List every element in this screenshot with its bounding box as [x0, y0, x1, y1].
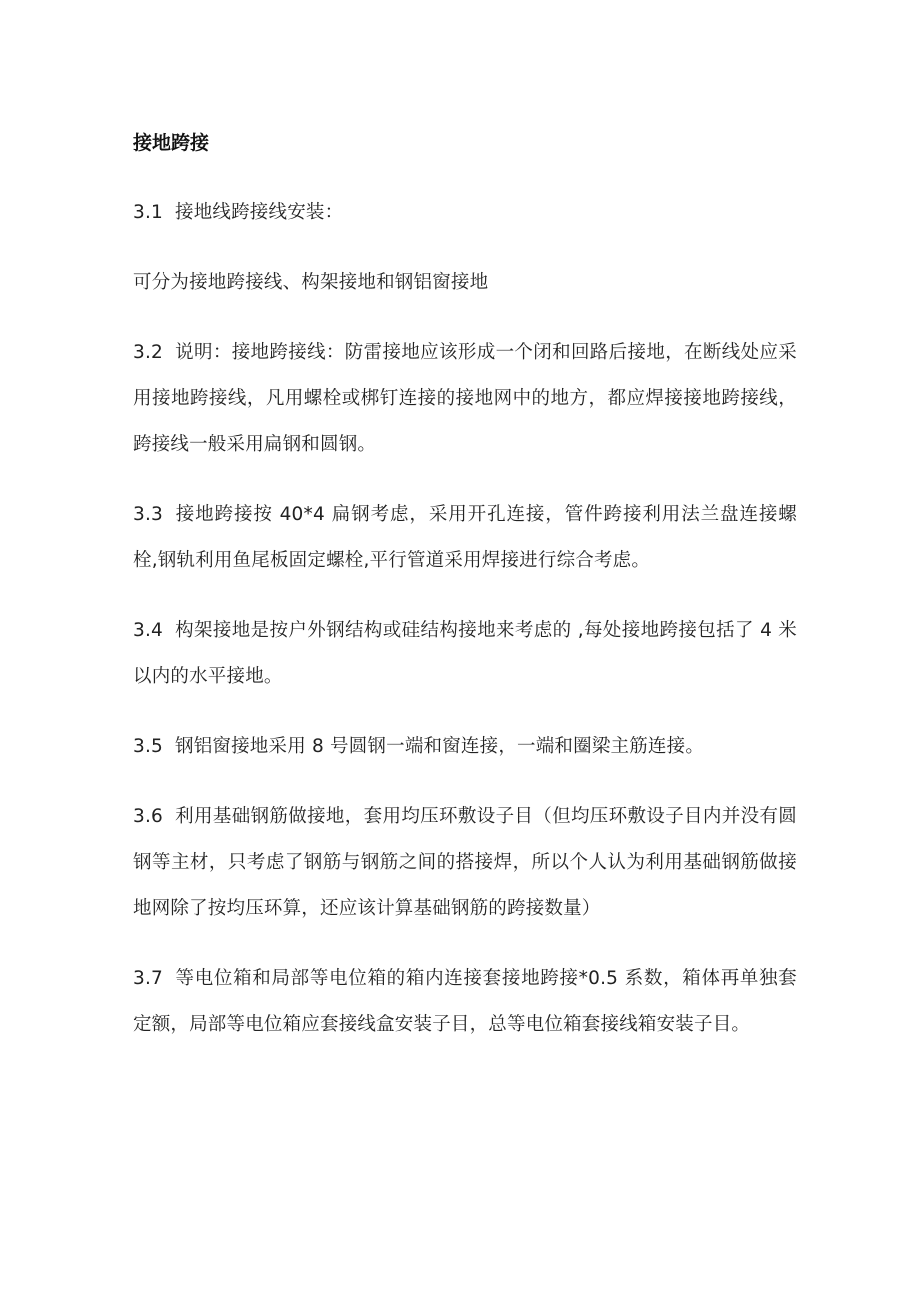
paragraph-3-4 — [133, 608, 797, 700]
document-title: 接地跨接 — [133, 132, 210, 154]
document-page — [133, 120, 797, 1072]
paragraph-3-2 — [133, 330, 797, 468]
paragraph-3-7 — [133, 956, 797, 1048]
paragraph-number: 3.5 — [133, 736, 164, 757]
paragraph-number: 3.1 — [133, 202, 164, 223]
paragraph-text: 利用基础钢筋做接地，套用均压环敷设子目（但均压环敷设子目内并没有圆钢等主材，只考虑了钢筋与钢筋之间的搭接焊，所以个人认为利用基础钢筋做接地网除了按均压环算，还应该计算基础钢筋的跨接数量） — [133, 806, 797, 919]
paragraph-text: 接地线跨接线安装： — [175, 202, 344, 223]
paragraph-intro — [133, 260, 797, 306]
paragraph-number: 3.3 — [133, 504, 164, 525]
paragraph-number: 3.7 — [133, 968, 164, 989]
paragraph-number: 3.4 — [133, 620, 164, 641]
paragraph-3-3 — [133, 492, 797, 584]
paragraph-3-5 — [133, 724, 797, 770]
paragraph-3-6 — [133, 794, 797, 932]
paragraph-text: 等电位箱和局部等电位箱的箱内连接套接地跨接*0.5 系数，箱体再单独套定额，局部等电位箱应套接线盒安装子目，总等电位箱套接线箱安装子目。 — [133, 968, 797, 1035]
paragraph-text: 接地跨接按 40*4 扁钢考虑，采用开孔连接，管件跨接利用法兰盘连接螺栓,钢轨利用鱼尾板固定螺栓,平行管道采用焊接进行综合考虑。 — [133, 504, 797, 571]
paragraph-3-1 — [133, 190, 797, 236]
paragraph-text: 构架接地是按户外钢结构或硅结构接地来考虑的 ,每处接地跨接包括了 4 米以内的水平接地。 — [133, 620, 797, 687]
paragraph-text: 钢铝窗接地采用 8 号圆钢一端和窗连接，一端和圈梁主筋连接。 — [175, 736, 705, 757]
paragraph-text: 可分为接地跨接线、构架接地和钢铝窗接地 — [133, 272, 489, 293]
paragraph-number: 3.2 — [133, 342, 164, 363]
paragraph-number: 3.6 — [133, 806, 164, 827]
paragraph-text: 说明：接地跨接线：防雷接地应该形成一个闭和回路后接地，在断线处应采用接地跨接线，凡用螺栓或梆钉连接的接地网中的地方，都应焊接接地跨接线，跨接线一般采用扁钢和圆钢。 — [133, 342, 797, 455]
